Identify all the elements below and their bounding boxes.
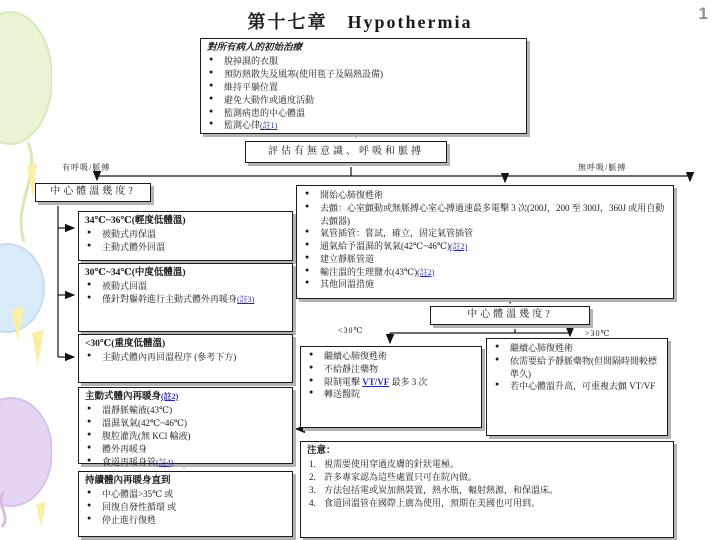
item-text: 體外再暖身 <box>102 443 148 454</box>
note-link[interactable]: (註1) <box>260 121 278 131</box>
note-link[interactable]: (註4) <box>156 457 174 467</box>
box-notes <box>300 441 674 538</box>
item-text: 腹腔灌洗(無 KCl 輸液) <box>102 431 191 442</box>
box-moderate-title: 30℃~34℃(中度低體溫) <box>85 268 186 278</box>
bullet-icon: ● <box>305 278 310 287</box>
bullet-icon: ● <box>87 228 92 237</box>
bullet-icon: ● <box>87 241 92 250</box>
item-text: 監測病患的中心體溫 <box>224 107 306 118</box>
list-item <box>207 94 520 107</box>
list-item <box>85 404 286 417</box>
internal-rewarming-list <box>85 404 286 468</box>
item-text: 維持平躺位置 <box>224 82 279 93</box>
box-core-temp-question-1 <box>35 183 151 202</box>
item-text: 去顫：心室顫動或無脈搏心室心搏過速最多電擊 3 次(200J，200 至 300J，360J 或用自動去顫器) <box>320 202 665 226</box>
item-text: 溫靜脈輸液(43℃) <box>102 405 173 416</box>
item-text: 建立靜脈管道 <box>320 253 375 264</box>
box-notes-title: 注意： <box>307 446 336 456</box>
bullet-icon: ● <box>209 93 214 102</box>
item-text: 預防熱散失及風寒(使用毯子及隔熱設備) <box>224 69 383 80</box>
box-internal-rewarming <box>78 387 293 467</box>
item-text: 僅針對軀幹進行主動式體外再暖身 <box>102 294 238 305</box>
bullet-icon: ● <box>309 362 314 371</box>
item-text: 輸注溫的生理鹽水(43℃) <box>320 266 418 277</box>
bullet-icon: ● <box>305 252 310 261</box>
list-item <box>307 376 475 389</box>
bullet-icon: ● <box>309 350 314 358</box>
bullet-icon: ● <box>87 430 92 439</box>
list-item <box>303 266 667 279</box>
item-text: 繼續心肺復甦術 <box>324 351 388 361</box>
box-severe-hypothermia <box>78 334 293 383</box>
item-text: 食道回溫管在國際上廣為使用，預期在美國也可用到。 <box>324 497 541 508</box>
list-item <box>307 363 475 376</box>
list-item <box>85 456 286 469</box>
item-text: 脫掉濕的衣服 <box>224 56 279 67</box>
bullet-icon: ● <box>87 514 92 523</box>
bullet-icon: ● <box>87 442 92 451</box>
list-item <box>493 380 661 393</box>
list-item <box>307 350 475 363</box>
note-number: 4. <box>309 497 316 508</box>
decor-yellow-triangle-4 <box>36 502 46 527</box>
severe-list <box>85 351 286 364</box>
cpr-list <box>303 189 667 291</box>
note-link[interactable]: (註2) <box>417 267 435 277</box>
bullet-icon: ● <box>495 342 500 350</box>
list-item <box>307 388 475 401</box>
item-text: 若中心體溫升高，可重複去顫 VT/VF <box>510 381 656 392</box>
bullet-icon: ● <box>87 351 92 360</box>
box-initial-title: 對所有病人的初始治療 <box>207 43 303 53</box>
bullet-icon: ● <box>305 189 310 197</box>
item-text: 避免大動作或過度活動 <box>224 94 315 105</box>
bullet-icon: ● <box>309 388 314 397</box>
item-text: 許多專家認為這些處置只可在院內做。 <box>324 472 478 483</box>
bullet-icon: ● <box>87 404 92 413</box>
item-text: 不給靜注藥物 <box>324 363 379 374</box>
item-text: 被動式回溫 <box>102 281 148 292</box>
box-internal-rewarming-title <box>85 391 286 404</box>
bullet-icon: ● <box>495 354 500 363</box>
moderate-list <box>85 280 286 306</box>
box-cpr <box>296 185 674 299</box>
note-number: 2. <box>309 472 316 483</box>
list-item <box>303 189 667 202</box>
list-item <box>85 241 286 254</box>
below-30-list <box>307 350 475 401</box>
bullet-icon: ● <box>87 455 92 464</box>
continue-until-list <box>85 488 286 526</box>
item-text: 被動式再保溫 <box>102 229 157 240</box>
bullet-icon: ● <box>209 106 214 115</box>
item-text: 回復自發性循環 或 <box>102 502 177 513</box>
item-text: 方法包括電或炭加熱裝置，熱水瓶，輻射熱源，和保溫床。 <box>324 485 559 496</box>
item-text: 主動式體內再回溫程序 (參考下方) <box>102 352 237 363</box>
list-item <box>207 107 520 120</box>
list-item <box>493 342 661 355</box>
label-above-30: >30℃ <box>585 329 611 338</box>
item-text: 中心體溫>35℃ 或 <box>102 489 174 500</box>
decor-purple-balloon <box>0 398 52 506</box>
above-30-list <box>493 342 661 393</box>
item-text: 監測心律 <box>224 120 261 131</box>
item-text: 食道再暖身管 <box>102 456 157 467</box>
list-item <box>207 81 520 94</box>
list-item <box>303 240 667 253</box>
list-item <box>303 253 667 266</box>
list-item <box>307 471 667 484</box>
list-item <box>85 430 286 443</box>
initial-treatment-list <box>207 55 520 132</box>
list-item <box>307 497 667 510</box>
list-item <box>85 514 286 527</box>
bullet-icon: ● <box>305 265 310 274</box>
box-continue-until-title: 持續體內再暖身直到 <box>85 476 171 486</box>
item-text: 開始心肺復甦術 <box>320 190 384 200</box>
decor-green-string <box>21 142 32 242</box>
item-text: 轉送醫院 <box>324 389 361 400</box>
list-item <box>207 119 520 132</box>
box-mild-title: 34℃~36℃(輕度低體溫) <box>85 216 186 226</box>
label-breathing-absent: 無呼吸/脈搏 <box>578 163 627 172</box>
bullet-icon: ● <box>209 81 214 90</box>
item-text: 依需要給予靜脈藥物(但間隔時間較標準久) <box>510 355 657 379</box>
list-item <box>307 458 667 471</box>
label-below-30: <30℃ <box>338 326 364 335</box>
box-below-30 <box>300 346 482 428</box>
list-item <box>85 443 286 456</box>
bullet-icon: ● <box>309 375 314 384</box>
assess-text: 評估有無意識、呼吸和脈搏 <box>268 145 424 157</box>
decor-yellow-triangle-3 <box>32 329 44 366</box>
list-item <box>303 227 667 240</box>
decor-blue-balloon <box>0 244 44 332</box>
notes-list <box>307 458 667 509</box>
list-item <box>85 293 286 306</box>
list-item <box>85 501 286 514</box>
box-core-temp-question-2 <box>430 306 590 325</box>
list-item <box>207 68 520 81</box>
item-text: 氣管插管：嘗試，確立，固定氣管插管 <box>320 228 474 239</box>
list-item <box>493 355 661 381</box>
list-item <box>85 280 286 293</box>
item-text: 主動式體外回溫 <box>102 242 166 253</box>
bullet-icon: ● <box>209 119 214 128</box>
list-item <box>85 351 286 364</box>
bullet-icon: ● <box>87 501 92 510</box>
list-item <box>85 488 286 501</box>
bullet-icon: ● <box>495 380 500 389</box>
label-breathing-present: 有呼吸/脈搏 <box>62 163 111 172</box>
item-text: 繼續心肺復甦術 <box>510 343 574 353</box>
box-mild-hypothermia <box>78 211 293 261</box>
bullet-icon: ● <box>305 201 310 210</box>
note-link[interactable]: (註3) <box>237 295 255 305</box>
mild-list <box>85 228 286 254</box>
internal-rewarming-title-text: 主動式體內再暖身 <box>85 392 162 402</box>
list-item <box>85 228 286 241</box>
bullet-icon: ● <box>87 280 92 289</box>
box-continue-until <box>78 471 293 537</box>
box-initial-treatment <box>200 38 527 134</box>
box-assess <box>245 141 447 163</box>
core-temp-question-1-text: 中心體溫幾度? <box>50 186 136 198</box>
note-link[interactable]: VT/VF <box>362 376 390 387</box>
list-item <box>303 202 667 228</box>
note-link[interactable]: (註2) <box>161 392 179 401</box>
item-text: 其他回溫措施 <box>320 279 375 290</box>
bullet-icon: ● <box>209 55 214 64</box>
list-item <box>307 484 667 497</box>
item-text: 通氣給予溫濕的氧氣(42℃~46℃) <box>320 241 450 252</box>
item-text: 限制電擊 <box>324 376 363 387</box>
note-link[interactable]: (註2) <box>450 242 468 252</box>
bullet-icon: ● <box>305 227 310 236</box>
bullet-icon: ● <box>87 293 92 302</box>
list-item <box>85 417 286 430</box>
note-number: 1. <box>309 459 316 470</box>
bullet-icon: ● <box>87 417 92 426</box>
item-text: 溫濕氧氣(42℃~46℃) <box>102 418 187 429</box>
list-item <box>207 55 520 68</box>
core-temp-question-2-text: 中心體溫幾度? <box>467 309 553 321</box>
page-number: 1 <box>698 4 708 23</box>
item-text-post: 最多 3 次 <box>389 376 428 387</box>
item-text: 停止進行復甦 <box>102 515 157 526</box>
bullet-icon: ● <box>305 240 310 249</box>
box-severe-title: <30℃(重度低體溫) <box>85 339 166 349</box>
list-item <box>303 278 667 291</box>
bullet-icon: ● <box>87 488 92 497</box>
note-number: 3. <box>309 485 316 496</box>
box-moderate-hypothermia <box>78 263 293 332</box>
decorative-left-border <box>0 0 52 540</box>
item-text: 視需要使用穿過皮膚的針狀電極。 <box>324 459 460 470</box>
slide-title: 第十七章 Hypothermia <box>247 12 473 32</box>
box-above-30 <box>486 338 668 436</box>
bullet-icon: ● <box>209 68 214 77</box>
